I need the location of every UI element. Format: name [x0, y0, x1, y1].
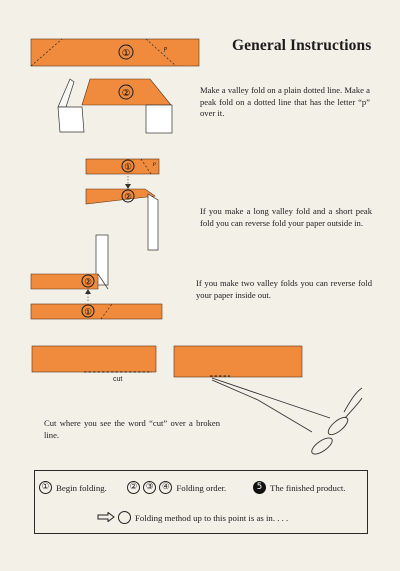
step-1-label: ①	[121, 48, 131, 59]
outside-reverse-instruction: If you make a long valley fold and a short peak fold you can reverse fold your paper outside in.	[200, 206, 372, 228]
diagram-inside-reverse	[31, 235, 162, 319]
finished-label: The finished product.	[270, 482, 346, 493]
order-symbol-4-icon: ④	[159, 481, 172, 494]
peak-mark-label: p	[164, 46, 167, 52]
page-title: General Instructions	[232, 37, 372, 54]
begin-label: Begin folding.	[56, 482, 107, 493]
finished-symbol-icon: 5	[253, 481, 266, 494]
legend-order	[127, 481, 226, 494]
svg-text:①: ①	[84, 307, 92, 318]
inside-reverse-instruction: If you make two valley folds you can reverse fold your paper inside out.	[196, 278, 372, 300]
cut-instruction: Cut where you see the word “cut” over a broken line.	[44, 418, 220, 440]
diagram-cut	[32, 346, 302, 377]
order-label: Folding order.	[176, 482, 227, 493]
order-symbol-2-icon: ②	[127, 481, 140, 494]
symbol-legend	[34, 470, 368, 534]
legend-finished	[253, 481, 346, 494]
diagram-valley-peak-strip	[31, 39, 199, 66]
begin-symbol-icon: ①	[39, 481, 52, 494]
svg-text:②: ②	[84, 277, 92, 288]
cut-label: cut	[113, 376, 123, 383]
legend-begin	[39, 481, 107, 494]
svg-text:p: p	[153, 161, 156, 167]
method-label: Folding method up to this point is as in. . . .	[135, 512, 289, 523]
right-arrow-icon	[97, 512, 115, 524]
empty-circle-icon	[118, 511, 131, 524]
diagram-valley-peak-result	[58, 79, 172, 133]
valley-peak-instruction: Make a valley fold on a plain dotted line. Make a peak fold on a dotted line that has the letter “p” over it.	[200, 85, 370, 119]
step-2-label: ②	[121, 88, 131, 99]
order-symbol-3-icon: ③	[143, 481, 156, 494]
svg-text:②: ②	[124, 192, 132, 203]
legend-method	[97, 511, 288, 524]
scissors-icon	[212, 378, 362, 457]
svg-text:①: ①	[124, 162, 132, 173]
